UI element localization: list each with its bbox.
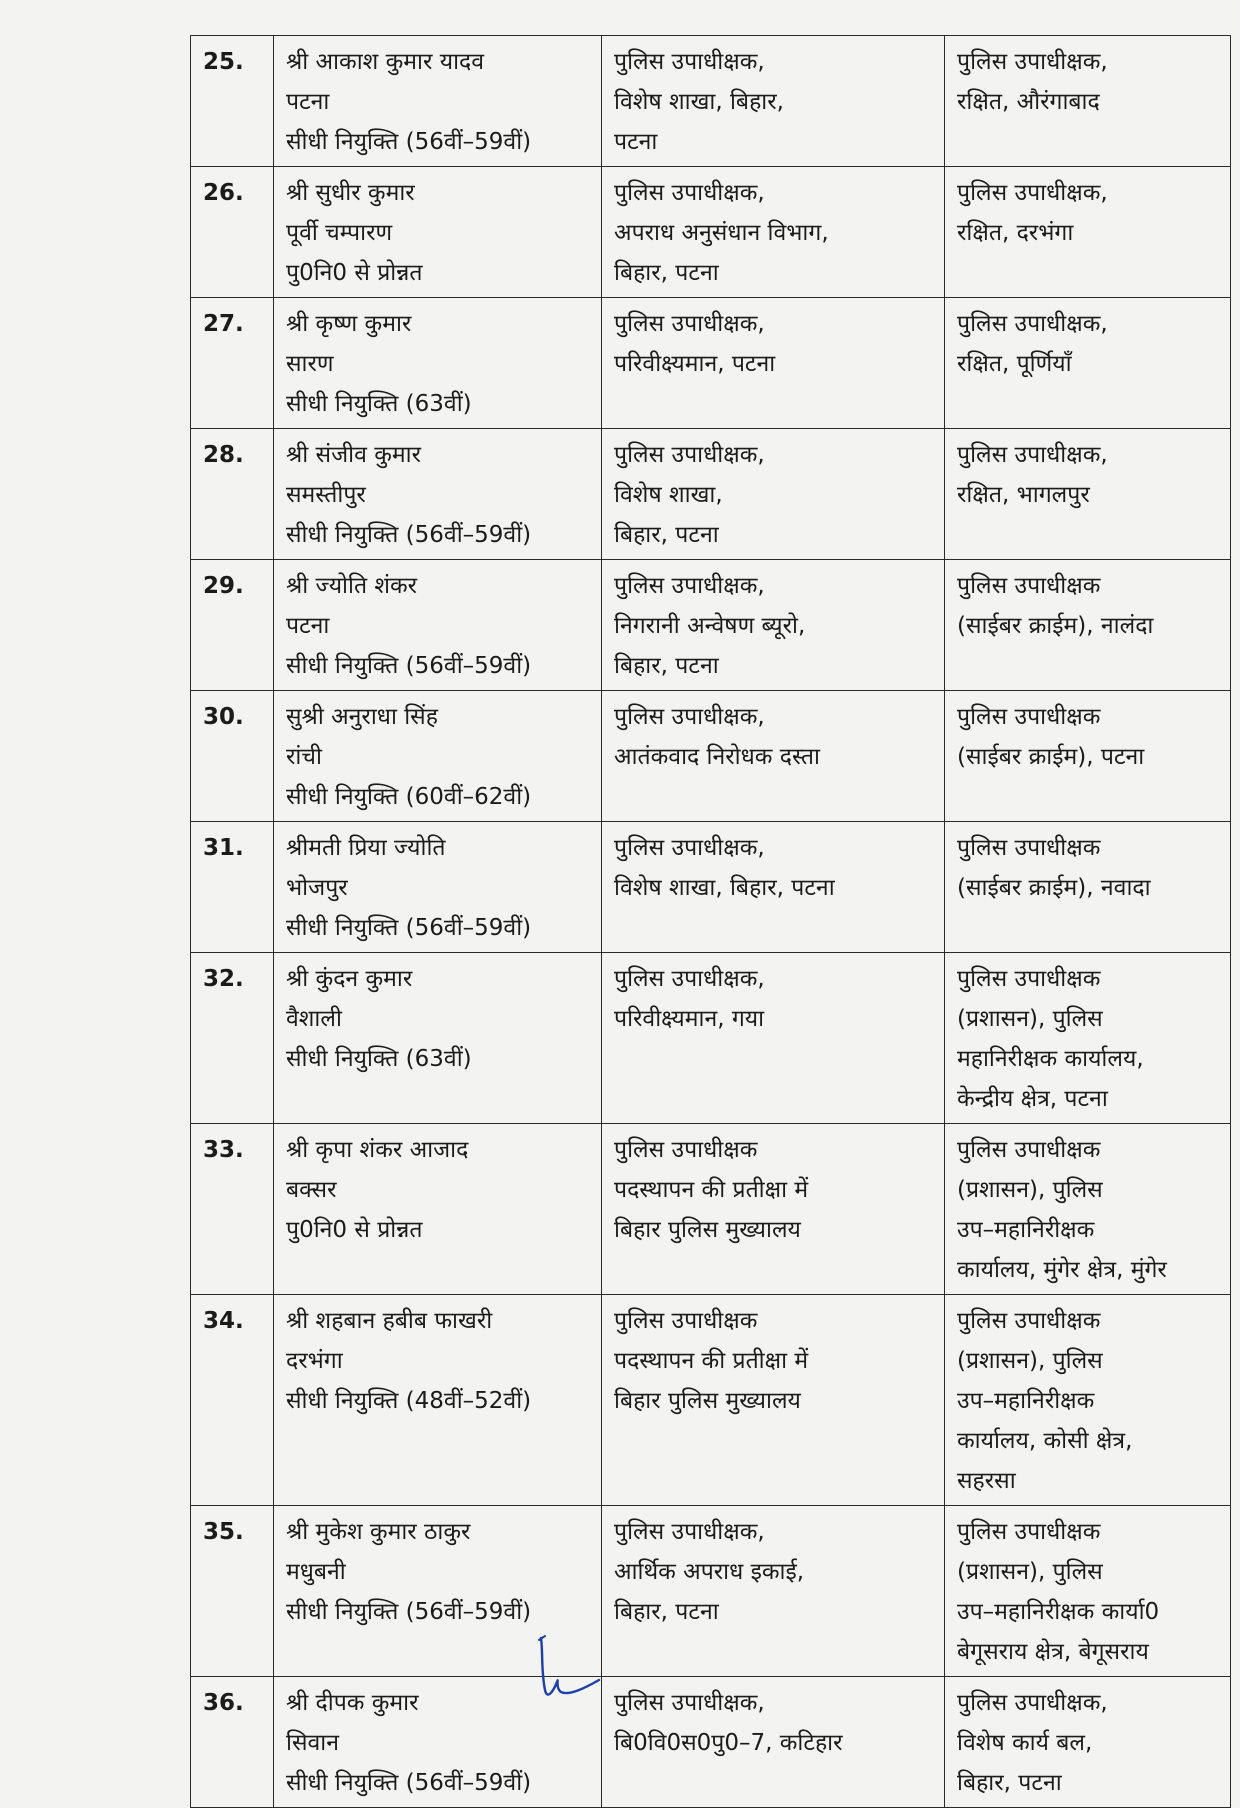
serial-number: 29. [191, 560, 274, 691]
serial-number: 32. [191, 953, 274, 1124]
new-posting-line: (प्रशासन), पुलिस [957, 1006, 1103, 1032]
home-district: सारण [286, 351, 334, 377]
new-posting-line: पुलिस उपाधीक्षक [957, 1308, 1101, 1334]
serial-number: 35. [191, 1506, 274, 1677]
table-row [191, 429, 1231, 560]
table-row [191, 1124, 1231, 1295]
home-district: रांची [286, 744, 322, 770]
appointment-mode: पु0नि0 से प्रोन्नत [286, 260, 423, 286]
current-posting-line: पुलिस उपाधीक्षक, [614, 966, 765, 992]
officer-name: श्री शहबान हबीब फाखरी [286, 1308, 493, 1334]
officer-cell [274, 429, 602, 560]
current-posting-line: बिहार पुलिस मुख्यालय [614, 1388, 801, 1414]
serial-number: 34. [191, 1295, 274, 1506]
new-posting-line: (साईबर क्राईम), नवादा [957, 875, 1151, 901]
new-posting-cell [945, 822, 1231, 953]
current-posting-line: विशेष शाखा, बिहार, पटना [614, 875, 835, 901]
serial-number: 33. [191, 1124, 274, 1295]
officer-name: सुश्री अनुराधा सिंह [286, 704, 438, 730]
new-posting-line: पुलिस उपाधीक्षक [957, 1519, 1101, 1545]
current-posting-cell [602, 691, 945, 822]
current-posting-line: बिहार, पटना [614, 260, 719, 286]
table-row [191, 1295, 1231, 1506]
officer-cell [274, 167, 602, 298]
officer-cell [274, 953, 602, 1124]
table-row [191, 298, 1231, 429]
current-posting-cell [602, 429, 945, 560]
current-posting-cell [602, 822, 945, 953]
current-posting-line: पुलिस उपाधीक्षक, [614, 49, 765, 75]
transfer-table-body [191, 36, 1231, 1808]
new-posting-cell [945, 691, 1231, 822]
current-posting-cell [602, 1677, 945, 1808]
current-posting-line: पुलिस उपाधीक्षक, [614, 573, 765, 599]
current-posting-line: बिहार, पटना [614, 522, 719, 548]
current-posting-line: पुलिस उपाधीक्षक, [614, 835, 765, 861]
home-district: समस्तीपुर [286, 482, 366, 508]
current-posting-cell [602, 1124, 945, 1295]
new-posting-line: पुलिस उपाधीक्षक, [957, 1690, 1108, 1716]
current-posting-line: बिहार, पटना [614, 1599, 719, 1625]
current-posting-line: बिहार पुलिस मुख्यालय [614, 1217, 801, 1243]
new-posting-line: कार्यालय, मुंगेर क्षेत्र, मुंगेर [957, 1257, 1167, 1283]
current-posting-line: परिवीक्ष्यमान, पटना [614, 351, 776, 377]
new-posting-cell [945, 560, 1231, 691]
home-district: पटना [286, 89, 330, 115]
current-posting-line: पुलिस उपाधीक्षक [614, 1137, 758, 1163]
new-posting-line: महानिरीक्षक कार्यालय, [957, 1046, 1144, 1072]
transfer-table [190, 35, 1231, 1808]
current-posting-cell [602, 36, 945, 167]
new-posting-line: पुलिस उपाधीक्षक, [957, 442, 1108, 468]
current-posting-line: आर्थिक अपराध इकाई, [614, 1559, 805, 1585]
new-posting-cell [945, 1295, 1231, 1506]
home-district: पटना [286, 613, 330, 639]
current-posting-cell [602, 298, 945, 429]
current-posting-line: विशेष शाखा, [614, 482, 723, 508]
appointment-mode: सीधी नियुक्ति (56वीं–59वीं) [286, 653, 532, 679]
home-district: सिवान [286, 1730, 340, 1756]
new-posting-line: उप–महानिरीक्षक [957, 1217, 1095, 1243]
officer-name: श्री ज्योति शंकर [286, 573, 418, 599]
table-row [191, 691, 1231, 822]
new-posting-line: पुलिस उपाधीक्षक, [957, 311, 1108, 337]
current-posting-line: आतंकवाद निरोधक दस्ता [614, 744, 820, 770]
new-posting-cell [945, 167, 1231, 298]
officer-cell [274, 691, 602, 822]
officer-name: श्री संजीव कुमार [286, 442, 422, 468]
appointment-mode: सीधी नियुक्ति (60वीं–62वीं) [286, 784, 532, 810]
current-posting-line: पदस्थापन की प्रतीक्षा में [614, 1177, 809, 1203]
current-posting-line: पदस्थापन की प्रतीक्षा में [614, 1348, 809, 1374]
current-posting-line: विशेष शाखा, बिहार, [614, 89, 784, 115]
home-district: बक्सर [286, 1177, 337, 1203]
new-posting-line: केन्द्रीय क्षेत्र, पटना [957, 1086, 1108, 1112]
new-posting-line: विशेष कार्य बल, [957, 1730, 1093, 1756]
table-row [191, 953, 1231, 1124]
table-row [191, 1677, 1231, 1808]
officer-name: श्री सुधीर कुमार [286, 180, 415, 206]
current-posting-line: पुलिस उपाधीक्षक [614, 1308, 758, 1334]
serial-number: 36. [191, 1677, 274, 1808]
officer-name: श्री मुकेश कुमार ठाकुर [286, 1519, 471, 1545]
new-posting-cell [945, 1677, 1231, 1808]
current-posting-cell [602, 1506, 945, 1677]
serial-number: 28. [191, 429, 274, 560]
new-posting-cell [945, 1124, 1231, 1295]
new-posting-line: बिहार, पटना [957, 1770, 1062, 1796]
serial-number: 26. [191, 167, 274, 298]
current-posting-cell [602, 560, 945, 691]
new-posting-line: पुलिस उपाधीक्षक, [957, 180, 1108, 206]
officer-cell [274, 36, 602, 167]
new-posting-cell [945, 36, 1231, 167]
new-posting-line: पुलिस उपाधीक्षक [957, 573, 1101, 599]
current-posting-line: बिहार, पटना [614, 653, 719, 679]
officer-name: श्री दीपक कुमार [286, 1690, 419, 1716]
current-posting-line: पुलिस उपाधीक्षक, [614, 704, 765, 730]
new-posting-line: रक्षित, भागलपुर [957, 482, 1090, 508]
officer-name: श्री आकाश कुमार यादव [286, 49, 485, 75]
new-posting-line: सहरसा [957, 1468, 1016, 1494]
officer-name: श्री कुंदन कुमार [286, 966, 413, 992]
appointment-mode: पु0नि0 से प्रोन्नत [286, 1217, 423, 1243]
new-posting-cell [945, 429, 1231, 560]
officer-cell [274, 298, 602, 429]
new-posting-line: रक्षित, पूर्णियाँ [957, 351, 1072, 377]
new-posting-line: (प्रशासन), पुलिस [957, 1348, 1103, 1374]
current-posting-cell [602, 953, 945, 1124]
table-row [191, 167, 1231, 298]
current-posting-line: बि0वि0स0पु0–7, कटिहार [614, 1730, 843, 1756]
new-posting-line: (साईबर क्राईम), नालंदा [957, 613, 1154, 639]
new-posting-line: पुलिस उपाधीक्षक [957, 1137, 1101, 1163]
new-posting-line: रक्षित, औरंगाबाद [957, 89, 1100, 115]
new-posting-line: उप–महानिरीक्षक [957, 1388, 1095, 1414]
officer-name: श्री कृष्ण कुमार [286, 311, 412, 337]
table-row [191, 36, 1231, 167]
appointment-mode: सीधी नियुक्ति (56वीं–59वीं) [286, 1599, 532, 1625]
appointment-mode: सीधी नियुक्ति (63वीं) [286, 1046, 472, 1072]
current-posting-cell [602, 1295, 945, 1506]
new-posting-line: रक्षित, दरभंगा [957, 220, 1074, 246]
officer-cell [274, 1295, 602, 1506]
current-posting-line: पटना [614, 129, 658, 155]
serial-number: 30. [191, 691, 274, 822]
serial-number: 27. [191, 298, 274, 429]
new-posting-line: पुलिस उपाधीक्षक [957, 704, 1101, 730]
new-posting-cell [945, 1506, 1231, 1677]
officer-cell [274, 822, 602, 953]
current-posting-line: पुलिस उपाधीक्षक, [614, 1519, 765, 1545]
officer-name: श्रीमती प्रिया ज्योति [286, 835, 446, 861]
appointment-mode: सीधी नियुक्ति (56वीं–59वीं) [286, 129, 532, 155]
current-posting-line: निगरानी अन्वेषण ब्यूरो, [614, 613, 806, 639]
current-posting-line: पुलिस उपाधीक्षक, [614, 1690, 765, 1716]
officer-cell [274, 1124, 602, 1295]
officer-cell [274, 560, 602, 691]
home-district: मधुबनी [286, 1559, 346, 1585]
new-posting-line: पुलिस उपाधीक्षक, [957, 49, 1108, 75]
new-posting-line: (प्रशासन), पुलिस [957, 1177, 1103, 1203]
current-posting-line: परिवीक्ष्यमान, गया [614, 1006, 765, 1032]
new-posting-line: (प्रशासन), पुलिस [957, 1559, 1103, 1585]
current-posting-line: पुलिस उपाधीक्षक, [614, 311, 765, 337]
home-district: वैशाली [286, 1006, 342, 1032]
current-posting-cell [602, 167, 945, 298]
appointment-mode: सीधी नियुक्ति (48वीं–52वीं) [286, 1388, 532, 1414]
new-posting-cell [945, 953, 1231, 1124]
table-row [191, 560, 1231, 691]
new-posting-line: बेगूसराय क्षेत्र, बेगूसराय [957, 1639, 1149, 1665]
home-district: भोजपुर [286, 875, 348, 901]
appointment-mode: सीधी नियुक्ति (63वीं) [286, 391, 472, 417]
serial-number: 31. [191, 822, 274, 953]
new-posting-line: कार्यालय, कोसी क्षेत्र, [957, 1428, 1133, 1454]
handwritten-signature [535, 1630, 625, 1710]
appointment-mode: सीधी नियुक्ति (56वीं–59वीं) [286, 1770, 532, 1796]
appointment-mode: सीधी नियुक्ति (56वीं–59वीं) [286, 915, 532, 941]
appointment-mode: सीधी नियुक्ति (56वीं–59वीं) [286, 522, 532, 548]
new-posting-line: (साईबर क्राईम), पटना [957, 744, 1145, 770]
new-posting-cell [945, 298, 1231, 429]
current-posting-line: अपराध अनुसंधान विभाग, [614, 220, 829, 246]
home-district: दरभंगा [286, 1348, 343, 1374]
new-posting-line: पुलिस उपाधीक्षक [957, 966, 1101, 992]
home-district: पूर्वी चम्पारण [286, 220, 393, 246]
table-row [191, 1506, 1231, 1677]
current-posting-line: पुलिस उपाधीक्षक, [614, 442, 765, 468]
officer-name: श्री कृपा शंकर आजाद [286, 1137, 469, 1163]
new-posting-line: पुलिस उपाधीक्षक [957, 835, 1101, 861]
table-row [191, 822, 1231, 953]
serial-number: 25. [191, 36, 274, 167]
current-posting-line: पुलिस उपाधीक्षक, [614, 180, 765, 206]
new-posting-line: उप–महानिरीक्षक कार्या0 [957, 1599, 1160, 1625]
